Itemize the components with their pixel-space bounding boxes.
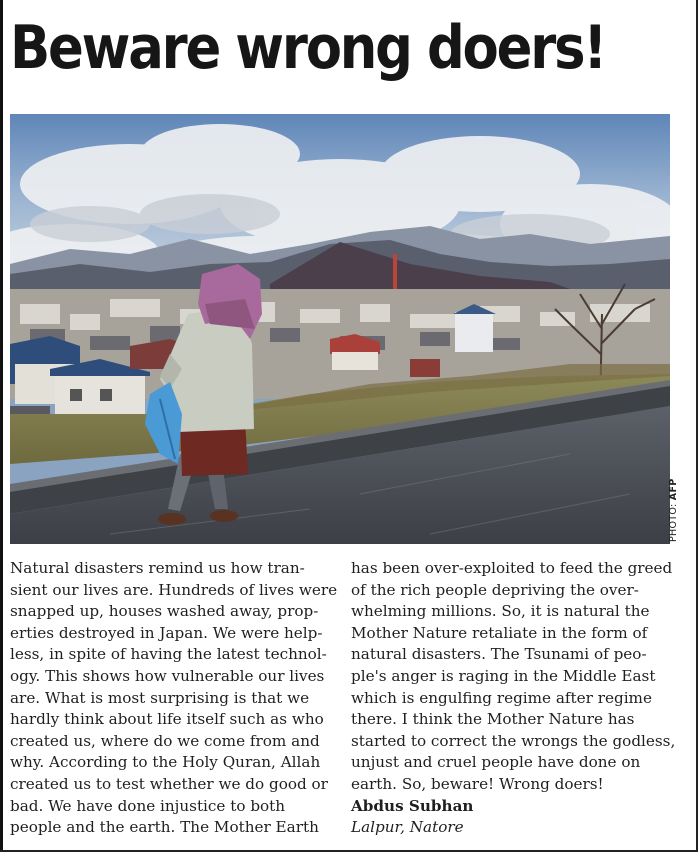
body-line: created us, where do we come from and: [10, 731, 320, 750]
article-photo: [10, 114, 670, 544]
body-line: which is engulfing regime after regime: [351, 688, 652, 707]
body-line: whelming millions. So, it is natural the: [351, 602, 650, 621]
body-line: earth. So, beware! Wrong doers!: [351, 774, 604, 793]
body-line: ogy. This shows how vulnerable our lives: [10, 666, 325, 685]
body-line: erties destroyed in Japan. We were help-: [10, 623, 323, 642]
body-line: why. According to the Holy Quran, Allah: [10, 753, 321, 772]
article-body-right-column: [351, 558, 676, 839]
author-location: Lalpur, Natore: [351, 818, 464, 837]
author-name: Abdus Subhan: [351, 796, 474, 815]
photo-illustration: [10, 114, 670, 544]
body-line: Natural disasters remind us how tran-: [10, 559, 305, 577]
body-line: of the rich people depriving the over-: [351, 580, 639, 599]
body-line: hardly think about life itself such as who: [10, 710, 324, 729]
body-line: less, in spite of having the latest technol-: [10, 645, 327, 664]
body-line: natural disasters. The Tsunami of peo-: [351, 645, 647, 664]
body-line: has been over-exploited to feed the greed: [351, 559, 673, 577]
body-line: created us to test whether we do good or: [10, 774, 328, 793]
headline: Beware wrong doers!: [10, 13, 606, 83]
body-line: there. I think the Mother Nature has: [351, 710, 635, 729]
article-body-left-column: [10, 558, 338, 839]
body-line: unjust and cruel people have done on: [351, 753, 641, 772]
body-line: people and the earth. The Mother Earth: [10, 818, 319, 837]
page-border-left: [0, 0, 3, 852]
body-line: are. What is most surprising is that we: [10, 688, 310, 707]
body-line: bad. We have done injustice to both: [10, 796, 286, 815]
body-line: snapped up, houses washed away, prop-: [10, 602, 319, 621]
photo-credit: PHOTO: AFP: [668, 478, 679, 542]
body-line: Mother Nature retaliate in the form of: [351, 623, 648, 642]
body-line: ple's anger is raging in the Middle East: [351, 666, 656, 685]
body-line: started to correct the wrongs the godless,: [351, 731, 676, 750]
body-line: sient our lives are. Hundreds of lives were: [10, 580, 338, 599]
